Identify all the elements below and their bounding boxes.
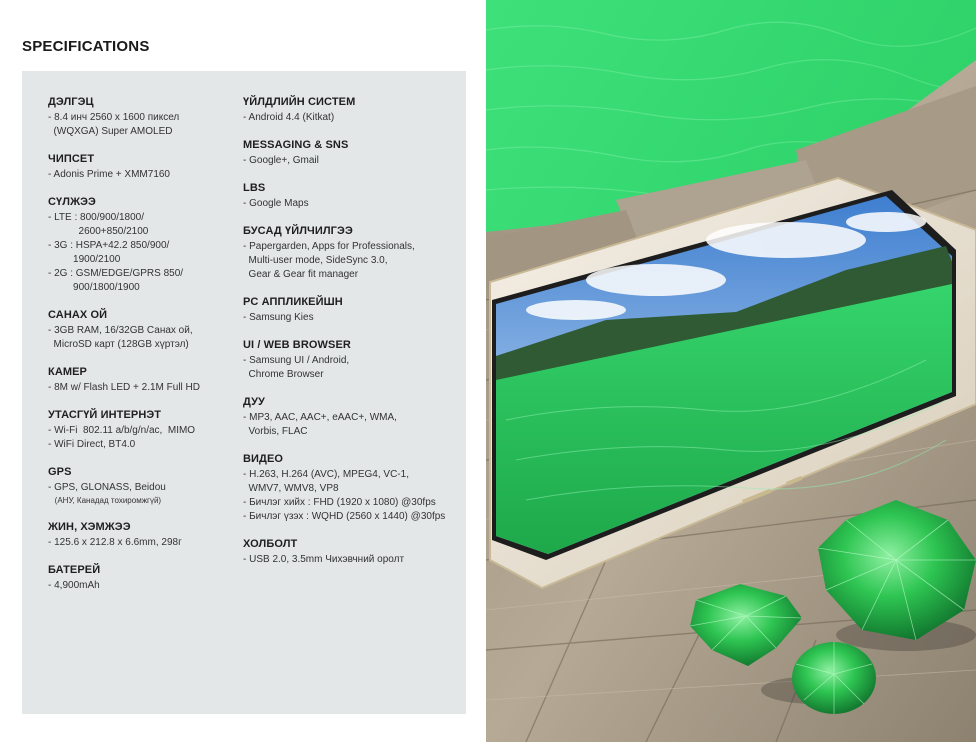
spec-line: - Adonis Prime + XMM7160 bbox=[48, 169, 170, 180]
spec-section-title: КАМЕР bbox=[48, 366, 87, 378]
spec-section bbox=[243, 181, 463, 211]
spec-line: - 3GB RAM, 16/32GB Санах ой, bbox=[48, 325, 193, 336]
spec-section bbox=[48, 95, 238, 139]
spec-section-title: GPS bbox=[48, 466, 72, 478]
spec-line: - 4,900mAh bbox=[48, 580, 100, 591]
spec-section-title: ДУУ bbox=[243, 396, 265, 408]
spec-line: - USB 2.0, 3.5mm Чихэвчний оролт bbox=[243, 554, 405, 565]
spec-section-title: ХОЛБОЛТ bbox=[243, 538, 298, 550]
spec-section bbox=[243, 452, 463, 524]
spec-line: - WiFi Direct, BT4.0 bbox=[48, 439, 136, 450]
spec-section-title: UI / WEB BROWSER bbox=[243, 339, 351, 351]
spec-section bbox=[48, 408, 238, 452]
spec-line: - Бичлэг үзэх : WQHD (2560 x 1440) @30fps bbox=[243, 511, 446, 522]
spec-section bbox=[243, 395, 463, 439]
spec-section bbox=[243, 138, 463, 168]
spec-line: 2600+850/2100 bbox=[48, 226, 149, 237]
spec-line: - LTE : 800/900/1800/ bbox=[48, 212, 144, 223]
spec-line: Multi-user mode, SideSync 3.0, bbox=[243, 255, 388, 266]
spec-section-title: БУСАД ҮЙЛЧИЛГЭЭ bbox=[243, 225, 353, 237]
spec-section-title: ЧИПСЕТ bbox=[48, 153, 95, 165]
spec-section-title: ЖИН, ХЭМЖЭЭ bbox=[48, 521, 131, 533]
spec-line: - H.263, H.264 (AVC), MPEG4, VC-1, bbox=[243, 469, 409, 480]
spec-line: - Android 4.4 (Kitkat) bbox=[243, 112, 335, 123]
spec-line: - Google+, Gmail bbox=[243, 155, 319, 166]
spec-panel bbox=[22, 71, 466, 714]
spec-line: - Samsung Kies bbox=[243, 312, 314, 323]
spec-section bbox=[243, 224, 463, 282]
product-photo-svg bbox=[486, 0, 976, 742]
spec-line: WMV7, WMV8, VP8 bbox=[243, 483, 339, 494]
spec-line: - MP3, AAC, AAC+, eAAC+, WMA, bbox=[243, 412, 397, 423]
spec-line: - 2G : GSM/EDGE/GPRS 850/ bbox=[48, 268, 184, 279]
spec-line: - 125.6 x 212.8 x 6.6mm, 298г bbox=[48, 537, 182, 548]
spec-section-title: ВИДЕО bbox=[243, 453, 284, 465]
spec-line: - Papergarden, Apps for Professionals, bbox=[243, 241, 415, 252]
spec-column-left bbox=[48, 95, 238, 606]
spec-line: Gear & Gear fit manager bbox=[243, 269, 359, 280]
spec-section bbox=[48, 465, 238, 507]
spec-line: - 8M w/ Flash LED + 2.1M Full HD bbox=[48, 382, 200, 393]
spec-section-title: БАТЕРЕЙ bbox=[48, 564, 101, 576]
spec-line: Vorbis, FLAC bbox=[243, 426, 308, 437]
spec-section-title: УТАСГҮЙ ИНТЕРНЭТ bbox=[48, 409, 162, 421]
spec-section-title: СҮЛЖЭЭ bbox=[48, 196, 96, 208]
spec-section bbox=[243, 95, 463, 125]
spec-note: (АНУ, Канадад тохиромжгүй) bbox=[48, 496, 162, 505]
spec-section bbox=[243, 338, 463, 382]
spec-section bbox=[243, 295, 463, 325]
product-photo bbox=[486, 0, 976, 742]
spec-line: - Google Maps bbox=[243, 198, 309, 209]
spec-section bbox=[48, 563, 238, 593]
spec-section-title: PC АППЛИКЕЙШН bbox=[243, 296, 343, 308]
spec-line: MicroSD карт (128GB хүртэл) bbox=[48, 339, 189, 350]
spec-section bbox=[48, 152, 238, 182]
spec-line: - 3G : HSPA+42.2 850/900/ bbox=[48, 240, 170, 251]
spec-line: - GPS, GLONASS, Beidou bbox=[48, 482, 166, 493]
spec-line: Chrome Browser bbox=[243, 369, 324, 380]
spec-section bbox=[243, 537, 463, 567]
spec-line: (WQXGA) Super AMOLED bbox=[48, 126, 173, 137]
page-title: SPECIFICATIONS bbox=[22, 38, 150, 55]
spec-section-title: ДЭЛГЭЦ bbox=[48, 96, 94, 108]
spec-section bbox=[48, 195, 238, 295]
spec-page bbox=[0, 0, 486, 742]
spec-line: 900/1800/1900 bbox=[48, 282, 140, 293]
spec-section bbox=[48, 308, 238, 352]
spec-line: - 8.4 инч 2560 x 1600 пиксел bbox=[48, 112, 180, 123]
spec-line: - Бичлэг хийх : FHD (1920 x 1080) @30fps bbox=[243, 497, 436, 508]
spec-section-title: LBS bbox=[243, 182, 266, 194]
spec-section-title: MESSAGING & SNS bbox=[243, 139, 349, 151]
spec-line: - Wi-Fi 802.11 a/b/g/n/ac, MIMO bbox=[48, 425, 196, 436]
spec-line: 1900/2100 bbox=[48, 254, 121, 265]
spec-column-right bbox=[243, 95, 463, 580]
spec-section bbox=[48, 520, 238, 550]
spec-section-title: ҮЙЛДЛИЙН СИСТЕМ bbox=[243, 96, 356, 108]
spec-section-title: САНАХ ОЙ bbox=[48, 309, 108, 321]
spec-section bbox=[48, 365, 238, 395]
spec-line: - Samsung UI / Android, bbox=[243, 355, 350, 366]
